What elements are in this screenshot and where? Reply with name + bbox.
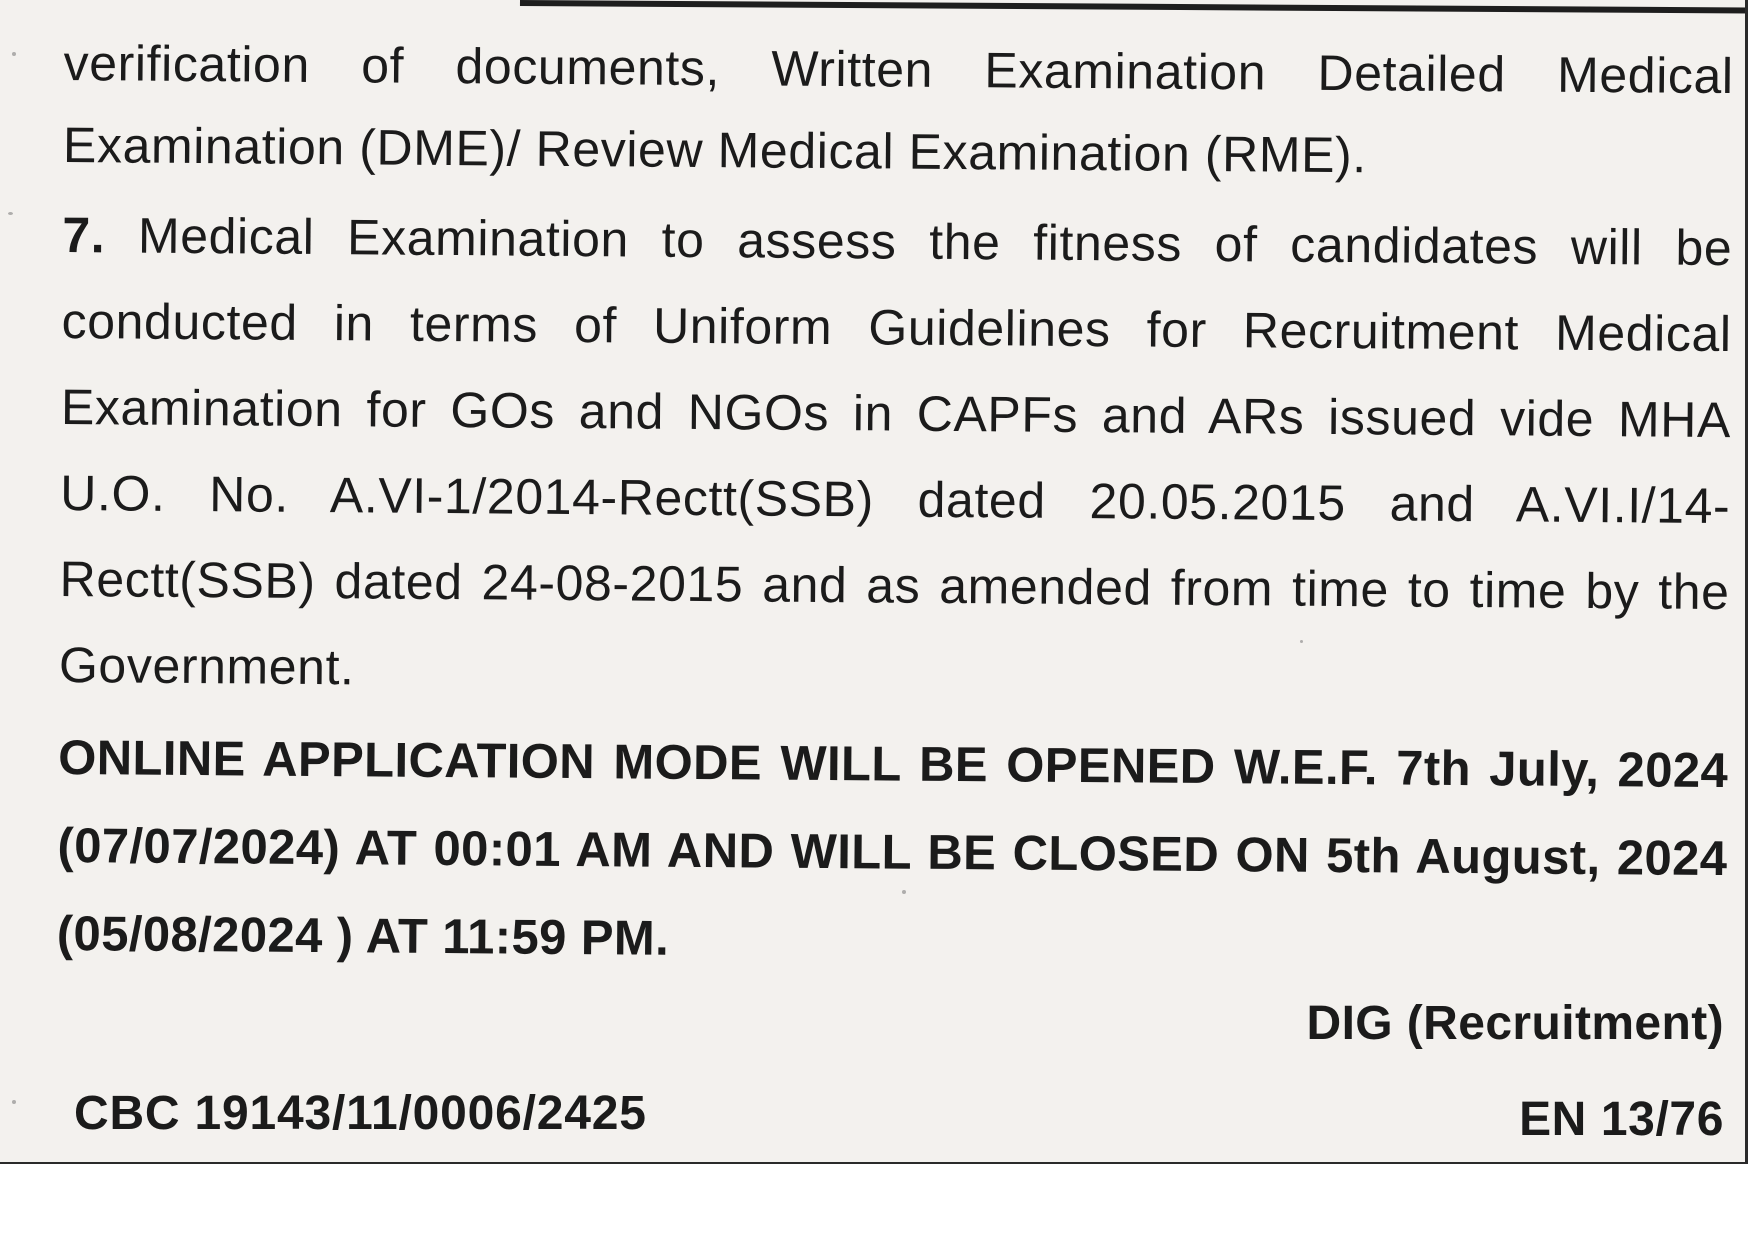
right-border-rule bbox=[1745, 0, 1748, 1162]
item-7-text: Medical Examination to assess the fitness of candidates will be conducted in terms of Uniform Guidelines for Recruitment Medical Examination for GOs and NGOs in CAPFs and ARs issued vide MHA U.O. No. A.VI-1/2014-Rectt(SSB) dated 20.05.2015 and A.VI.I/14-Rectt(SSB) dated 24-08-2015 and as amended from time to time by the Government. bbox=[58, 207, 1733, 696]
notice-body bbox=[56, 22, 1733, 991]
top-border-rule bbox=[520, 0, 1748, 14]
print-speck bbox=[902, 890, 906, 894]
print-speck bbox=[12, 52, 16, 56]
item-7-paragraph bbox=[59, 192, 1733, 721]
item-7-number: 7. bbox=[62, 206, 106, 264]
en-number: EN 13/76 bbox=[1519, 1093, 1724, 1146]
signatory-designation: DIG (Recruitment) bbox=[1306, 997, 1724, 1050]
print-speck bbox=[12, 1100, 16, 1104]
continuation-paragraph: verification of documents, Written Examination Detailed Medical Examination (DME)/ Review Medical Examination (RME). bbox=[62, 34, 1734, 184]
application-dates-notice: ONLINE APPLICATION MODE WILL BE OPENED W.E.F. 7th July, 2024 (07/07/2024) AT 00:01 AM AND WILL BE CLOSED ON 5th August, 2024 (05/08/2024 ) AT 11:59 PM. bbox=[56, 730, 1729, 966]
cbc-number: CBC 19143/11/0006/2425 bbox=[74, 1087, 647, 1140]
print-speck bbox=[8, 212, 13, 215]
print-speck bbox=[1300, 640, 1303, 643]
